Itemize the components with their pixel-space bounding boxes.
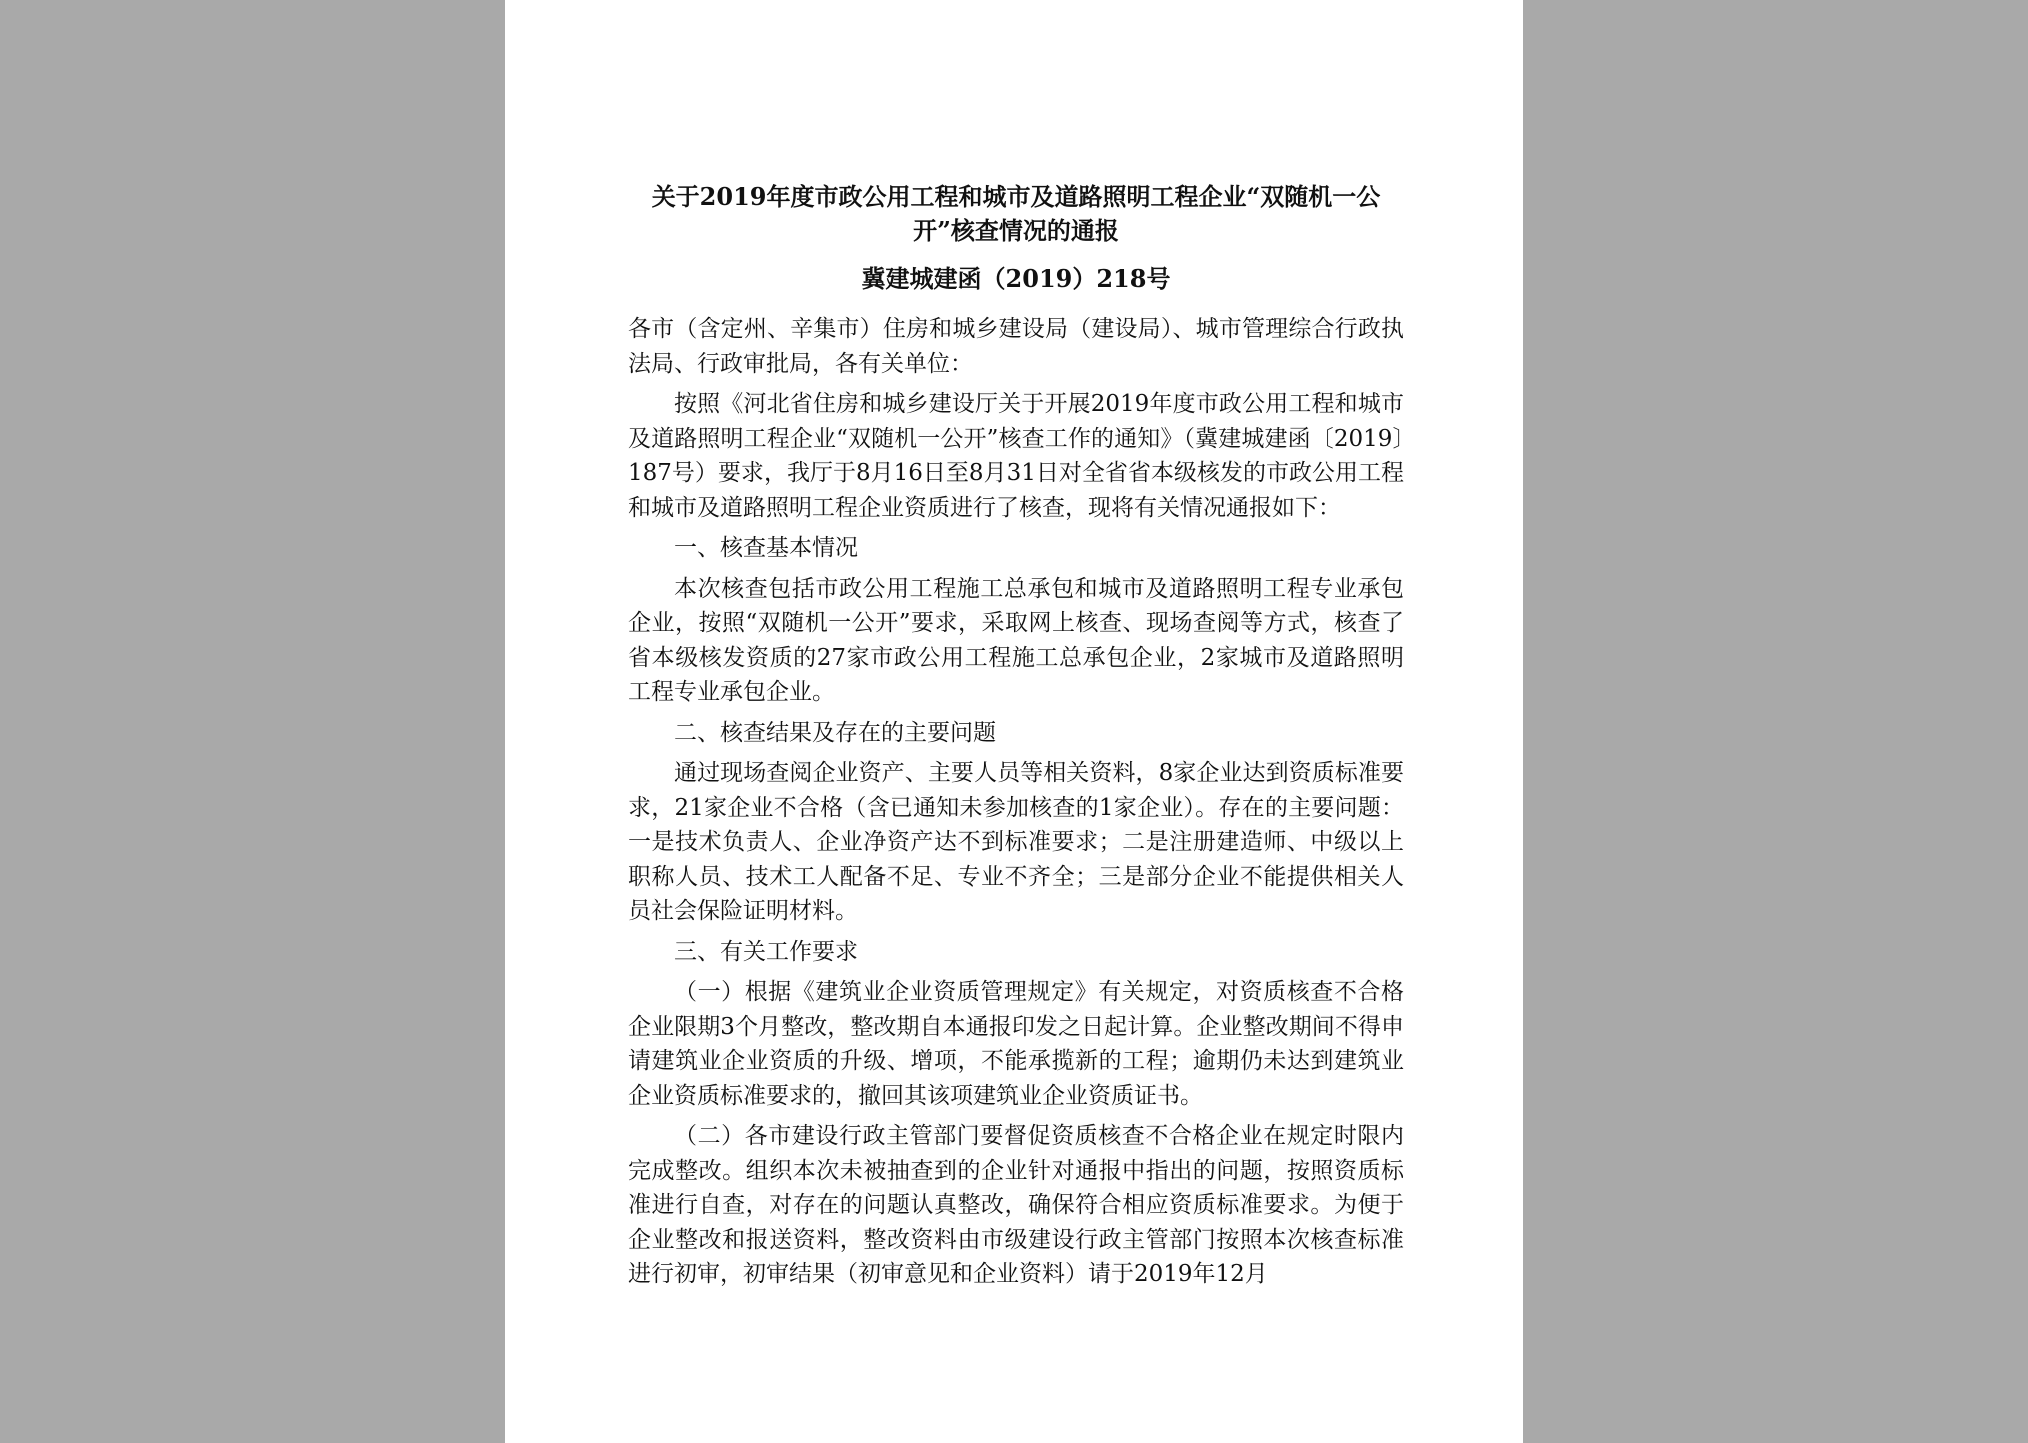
- section-3-item-1: （一）根据《建筑业企业资质管理规定》有关规定，对资质核查不合格企业限期3个月整改，整改期自本通报印发之日起计算。企业整改期间不得申请建筑业企业资质的升级、增项，不能承揽新的工程；逾期仍未达到建筑业企业资质标准要求的，撤回其该项建筑业企业资质证书。: [628, 979, 1404, 1109]
- section-heading-1: 一、核查基本情况: [674, 535, 858, 561]
- section-body-2: 通过现场查阅企业资产、主要人员等相关资料，8家企业达到资质标准要求，21家企业不合格（含已通知未参加核查的1家企业）。存在的主要问题：一是技术负责人、企业净资产达不到标准要求；二是注册建造师、中级以上职称人员、技术工人配备不足、专业不齐全；三是部分企业不能提供相关人员社会保险证明材料。: [628, 760, 1404, 924]
- section-heading-3: 三、有关工作要求: [674, 938, 858, 965]
- addressee: 各市（含定州、辛集市）住房和城乡建设局（建设局）、城市管理综合行政执法局、行政审批局，各有关单位：: [628, 316, 1404, 377]
- section-heading-2: 二、核查结果及存在的主要问题: [674, 719, 996, 746]
- document-page: [505, 0, 1523, 1443]
- section-3-item-2: （二）各市建设行政主管部门要督促资质核查不合格企业在规定时限内完成整改。组织本次未被抽查到的企业针对通报中指出的问题，按照资质标准进行自查，对存在的问题认真整改，确保符合相应资质标准要求。为便于企业整改和报送资料，整改资料由市级建设行政主管部门按照本次核查标准进行初审，初审结果（初审意见和企业资料）请于2019年12月: [628, 1123, 1404, 1287]
- document-number: 冀建城建函（2019）218号: [861, 264, 1171, 293]
- section-body-1: 本次核查包括市政公用工程施工总承包和城市及道路照明工程专业承包企业，按照“双随机一公开”要求，采取网上核查、现场查阅等方式，核查了省本级核发资质的27家市政公用工程施工总承包企业，2家城市及道路照明工程专业承包企业。: [628, 575, 1404, 705]
- document-title: 关于2019年度市政公用工程和城市及道路照明工程企业“双随机一公开”核查情况的通报: [651, 182, 1381, 245]
- intro-paragraph: 按照《河北省住房和城乡建设厅关于开展2019年度市政公用工程和城市及道路照明工程企业“双随机一公开”核查工作的通知》（冀建城建函〔2019〕187号）要求，我厅于8月16日至8月31日对全省省本级核发的市政公用工程和城市及道路照明工程企业资质进行了核查，现将有关情况通报如下：: [628, 391, 1404, 521]
- page-content: [628, 180, 1404, 1292]
